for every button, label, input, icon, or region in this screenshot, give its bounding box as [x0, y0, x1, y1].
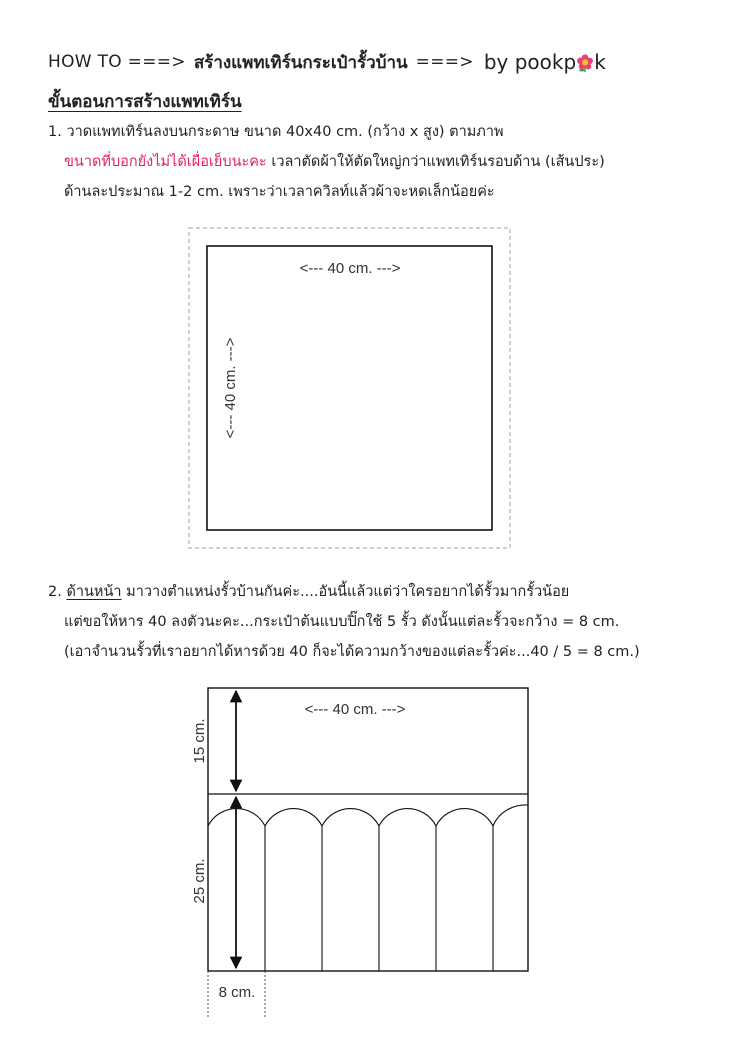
document-title	[48, 46, 606, 78]
step1-red-note: ขนาดที่บอกยังไม่ได้เผื่อเย็บนะคะ	[64, 154, 267, 170]
step1-line1: 1. วาดแพทเทิร์นลงบนกระดาษ ขนาด 40x40 cm. (กว้าง x สูง) ตามภาพ	[48, 124, 504, 140]
step2-line1-rest: มาวางตำแหน่งรั้วบ้านกันค่ะ....อันนี้แล้วแต่ว่าใครอยากได้รั้วมากรั้วน้อย	[121, 584, 570, 600]
title-main: สร้างแพทเทิร์นกระเป๋ารั้วบ้าน	[193, 52, 408, 73]
step2-front-side: ด้านหน้า	[66, 584, 122, 600]
fence-width-label: 8 cm.	[218, 984, 256, 1001]
fence-arches	[208, 805, 528, 826]
step2-line3: (เอาจำนวนรั้วที่เราอยากได้หารด้วย 40 ก็จะได้ความกว้างของแต่ละรั้วค่ะ...40 / 5 = 8 cm.)	[64, 644, 640, 660]
section-heading: ขั้นตอนการสร้างแพทเทิร์น	[48, 92, 242, 112]
title-prefix: HOW TO ===>	[48, 52, 186, 72]
fence-dividers	[265, 826, 493, 971]
top-height-label: 15 cm.	[191, 718, 208, 764]
height-dimension-label: <--- 40 cm. --->	[222, 337, 239, 439]
step2-num: 2.	[48, 584, 67, 600]
fence-pattern-diagram	[170, 685, 530, 1025]
title-arrow: ===>	[415, 52, 474, 72]
bottom-height-label: 25 cm.	[191, 858, 208, 904]
width-dimension-label: <--- 40 cm. --->	[304, 701, 406, 718]
flower-icon	[576, 54, 594, 72]
front-panel-outline	[208, 688, 528, 971]
step1-line2-rest: เวลาตัดผ้าให้ตัดใหญ่กว่าแพทเทิร์นรอบด้าน (เส้นประ)	[266, 154, 605, 170]
title-by-text: by pookp	[483, 50, 577, 74]
pattern-diagram-40x40	[185, 226, 515, 551]
title-by	[484, 50, 606, 74]
title-by-suffix: k	[594, 50, 606, 74]
step2-line1	[48, 577, 569, 607]
step1-line3: ด้านละประมาณ 1-2 cm. เพราะว่าเวลาควิลท์แล้วผ้าจะหดเล็กน้อยค่ะ	[64, 184, 495, 200]
pattern-square	[207, 246, 492, 530]
step2-line2: แต่ขอให้หาร 40 ลงตัวนะคะ...กระเป๋าต้นแบบปิ๊กใช้ 5 รั้ว ดังนั้นแต่ละรั้วจะกว้าง = 8 cm.	[64, 614, 620, 630]
step1-line2	[64, 147, 605, 177]
width-dimension-label: <--- 40 cm. --->	[299, 260, 401, 277]
